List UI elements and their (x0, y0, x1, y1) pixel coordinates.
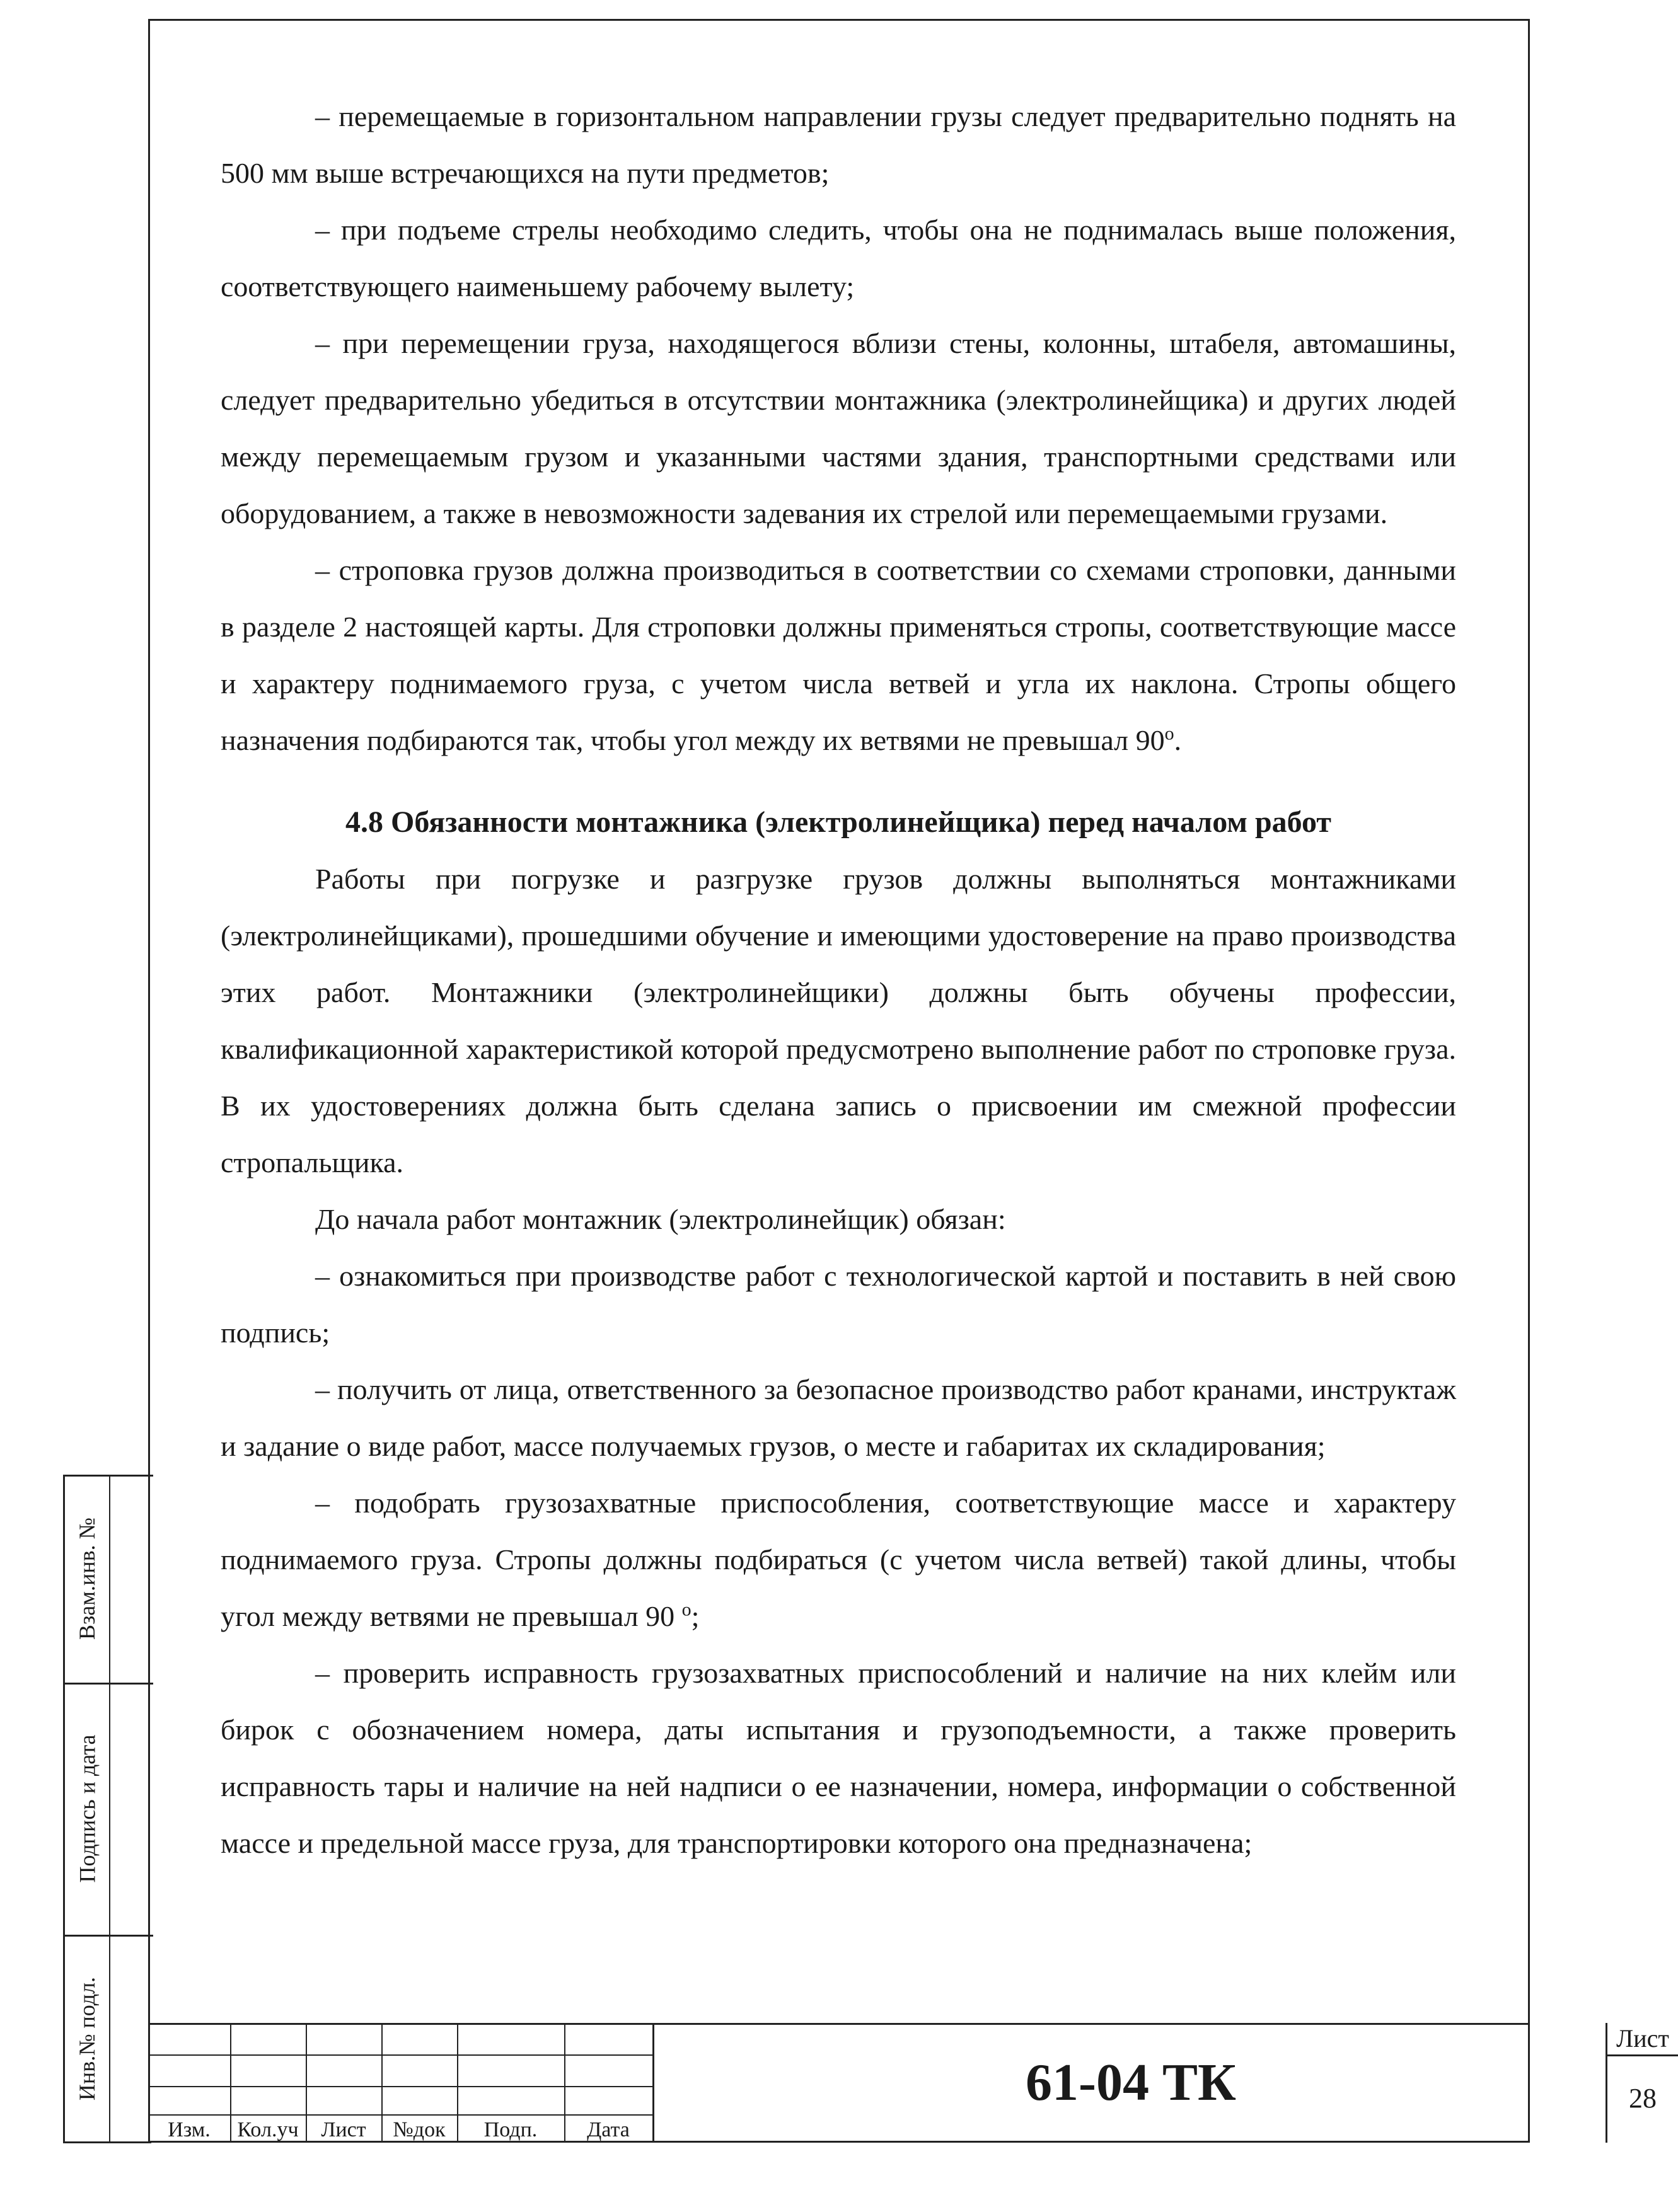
document-code: 61-04 ТК (652, 2023, 1607, 2143)
col-podp: Подп. (483, 2118, 538, 2141)
grid-row-line (148, 2114, 652, 2116)
col-nodok: №док (393, 2118, 446, 2141)
paragraph-horizontal-move: – перемещаемые в горизонтальном направлении грузы следует предварительно поднять на 500 мм выше встречающихся на пути предметов; (221, 100, 1456, 189)
paragraph-slinging (221, 542, 1456, 769)
paragraph-boom-lift: – при подъеме стрелы необходимо следить, чтобы она не поднималась выше положения, соответствующего наименьшему рабочему вылету; (221, 214, 1456, 302)
select-gear-text: – подобрать грузозахватные приспособления, соответствующие массе и характеру поднимаемого груза. Стропы должны подбираться (с учетом числа ветвей) такой длины, чтобы угол между ветвями не превышал 90 (221, 1487, 1456, 1632)
slinging-text: – строповка грузов должна производиться в соответствии со схемами строповки, данными в разделе 2 настоящей карты. Для строповки должны применяться стропы, соответствующие массе и характеру поднимаемого груза, с учетом числа ветвей и угла их наклона. Стропы общего назначения подбираются так, чтобы угол между их ветвями не превышал 90 (221, 554, 1456, 756)
paragraph-instruction: – получить от лица, ответственного за безопасное производство работ кранами, инструктаж и задание о виде работ, массе получаемых грузов, о месте и габаритах их складирования; (221, 1373, 1456, 1462)
sheet-box (1606, 2023, 1678, 2143)
paragraph-check-gear: – проверить исправность грузозахватных приспособлений и наличие на них клейм или бирок с обозначением номера, даты испытания и грузоподъемности, а также проверить исправность тары и наличие на ней надписи о ее назначении, номера, информации о собственной массе и предельной массе груза, для транспортировки которого она предназначена; (221, 1657, 1456, 1859)
side-label-inv-podl: Инв.№ подл. (74, 1976, 100, 2101)
degree-sign: o (1164, 723, 1174, 744)
paragraph-work-requirements: Работы при погрузке и разгрузке грузов должны выполняться монтажниками (электролинейщиками), прошедшими обучение и имеющими удостоверение на право производства этих работ. Монтажники (электролинейщики) должны быть обучены профессии, квалификационной характеристикой которой предусмотрено выполнение работ по строповке груза. В их удостоверениях должна быть сделана запись о присвоении им смежной профессии стропальщика. (221, 863, 1456, 1178)
end-period: . (1174, 724, 1182, 756)
section-heading: 4.8 Обязанности монтажника (электролинейщика) перед началом работ (345, 805, 1331, 839)
col-data: Дата (587, 2118, 630, 2141)
paragraph-load-near-wall: – при перемещении груза, находящегося вблизи стены, колонны, штабеля, автомашины, следует предварительно убедиться в отсутствии монтажника (электролинейщика) и других людей между перемещаемым грузом и указанными частями здания, транспортными средствами или оборудованием, а также в невозможности задевания их стрелой или перемещаемыми грузами. (221, 327, 1456, 529)
side-label-podpis-data: Подпись и дата (74, 1734, 100, 1883)
col-kol-uch: Кол.уч (237, 2118, 299, 2141)
col-list: Лист (321, 2118, 366, 2141)
paragraph-before-start: До начала работ монтажник (электролинейщик) обязан: (315, 1203, 1006, 1235)
grid-row-line (148, 2086, 652, 2087)
grid-row-line (148, 2054, 652, 2056)
title-block (148, 2023, 1669, 2143)
paragraph-familiarize: – ознакомиться при производстве работ с технологической картой и поставить в ней свою подпись; (221, 1260, 1456, 1349)
semicolon: ; (691, 1600, 700, 1632)
side-stamp (63, 1475, 151, 2143)
sheet-label: Лист (1607, 2023, 1678, 2056)
col-izm: Изм. (168, 2118, 211, 2141)
document-body (221, 88, 1456, 1872)
side-label-zam-inv: Взам.инв. № (74, 1518, 100, 1640)
degree-sign-2: o (681, 1599, 691, 1620)
sheet-number: 28 (1629, 2083, 1657, 2114)
paragraph-select-gear (221, 1475, 1456, 1645)
revision-grid (148, 2023, 652, 2143)
